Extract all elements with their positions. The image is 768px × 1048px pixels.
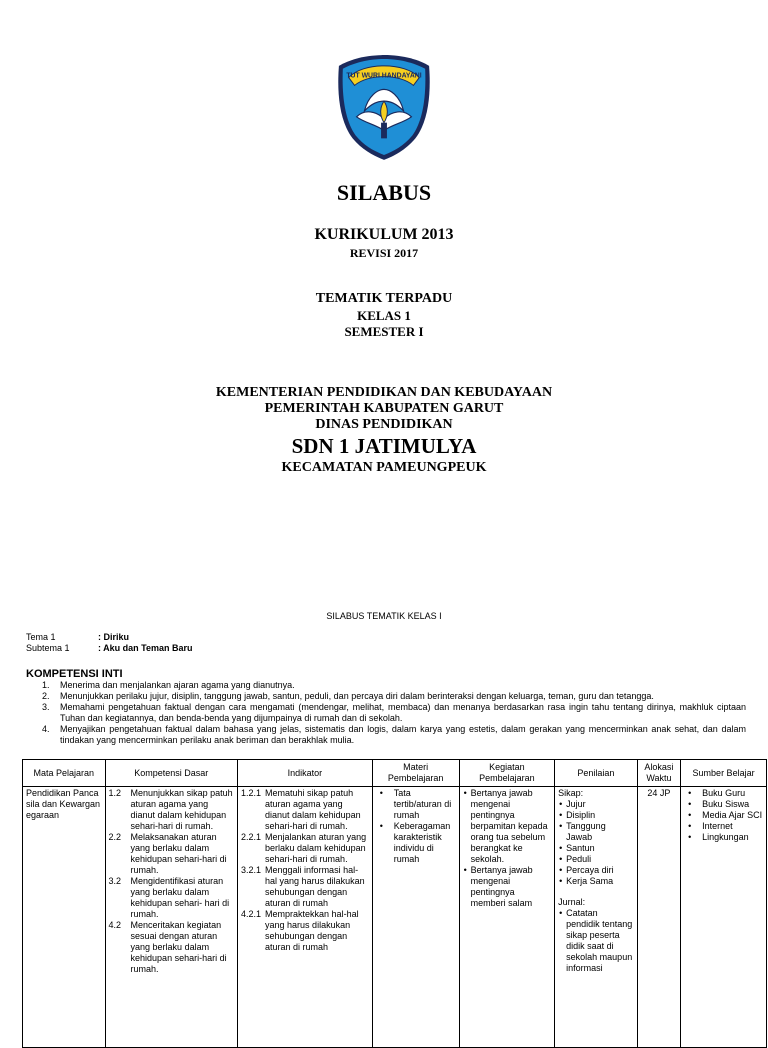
silabus-title: SILABUS TEMATIK KELAS I <box>326 611 442 621</box>
indikator-number: 4.2.1 <box>241 909 262 919</box>
sumber-item: • Internet <box>702 821 763 832</box>
indikator-text: Menjalankan aturan yang berlaku dalam kehidupan sehari-hari di rumah. <box>265 832 367 864</box>
sikap-item: • Disiplin <box>566 810 634 821</box>
kd-text: Menceritakan kegiatan sesuai dengan aturan yang berlaku dalam kehidupan sehari-hari di rumah. <box>130 920 227 974</box>
table-header-row <box>23 760 767 787</box>
ki-item <box>26 724 746 746</box>
cell-materi <box>372 787 459 1048</box>
cover-school-name: SDN 1 JATIMULYA <box>291 434 477 458</box>
kompetensi-inti-title: KOMPETENSI INTI <box>26 668 123 680</box>
sikap-item: • Santun <box>566 843 634 854</box>
indikator-item <box>241 909 369 953</box>
cell-mapel: Pendidikan Pancasila dan Kewarganegaraan <box>23 787 106 1048</box>
kd-number: 3.2 <box>108 876 122 886</box>
kd-number: 2.2 <box>108 832 122 842</box>
ki-number: 4. <box>42 724 50 734</box>
cover-title: SILABUS <box>336 180 432 205</box>
header-kompetensi-dasar: Kompetensi Dasar <box>105 760 238 787</box>
kegiatan-item: • Bertanya jawab mengenai pentingnya berpamitan kepada orang tua sebelum berangkat ke sekolah. <box>471 788 552 865</box>
header-penilaian: Penilaian <box>555 760 638 787</box>
ki-text: Menyajikan pengetahuan faktual dalam bahasa yang jelas, sistematis dan logis, dalam karya yang estetis, dalam gerakan yang mencerminkan anak sehat, dan dalam tindakan yang mencerminkan perilaku anak beriman dan berakhlak mulia. <box>60 724 746 745</box>
kd-item <box>109 876 235 920</box>
sumber-item: • Buku Siswa <box>702 799 763 810</box>
kd-number: 1.2 <box>108 788 122 798</box>
tema-row <box>26 632 129 642</box>
subtema-label: Subtema 1 <box>26 643 70 653</box>
ki-item <box>26 680 746 691</box>
header-sumber: Sumber Belajar <box>681 760 767 787</box>
kd-item <box>109 832 235 876</box>
silabus-table <box>22 759 767 1048</box>
kegiatan-item: • Bertanya jawab mengenai pentingnya memberi salam <box>471 865 552 909</box>
sikap-item: • Kerja Sama <box>566 876 634 887</box>
sikap-item: • Tanggung Jawab <box>566 821 634 843</box>
svg-text:TUT WURI HANDAYANI: TUT WURI HANDAYANI <box>346 72 422 80</box>
kd-item <box>109 788 235 832</box>
cell-indikator <box>238 787 373 1048</box>
indikator-item <box>241 865 369 909</box>
indikator-text: Mematuhi sikap patuh aturan agama yang dianut dalam kehidupan sehari-hari di rumah. <box>265 788 361 831</box>
cell-penilaian <box>555 787 638 1048</box>
subtema-value: : Aku dan Teman Baru <box>98 643 193 653</box>
ki-text: Memahami pengetahuan faktual dengan cara mengamati (mendengar, melihat, membaca) dan menanya berdasarkan rasa ingin tahu tentang dirinya, makhluk ciptaan Tuhan dan kegiatannya, dan benda-benda yang dijumpainya di rumah dan di sekolah. <box>60 702 746 723</box>
cover-semester: SEMESTER I <box>344 324 424 339</box>
subtema-row <box>26 643 193 653</box>
sikap-item: • Percaya diri <box>566 865 634 876</box>
tema-value: : Diriku <box>98 632 130 642</box>
header-mata-pelajaran: Mata Pelajaran <box>23 760 106 787</box>
cover-revisi: REVISI 2017 <box>349 246 419 260</box>
kd-text: Mengidentifikasi aturan yang berlaku dalam kehidupan sehari- hari di rumah. <box>130 876 230 919</box>
ki-item <box>26 691 746 702</box>
ki-number: 3. <box>42 702 50 712</box>
cover-kelas: KELAS 1 <box>357 308 411 323</box>
cover-dinas: DINAS PENDIDIKAN <box>315 417 453 432</box>
indikator-number: 3.2.1 <box>241 865 262 875</box>
sumber-item: • Buku Guru <box>702 788 763 799</box>
header-alokasi: Alokasi Waktu <box>637 760 680 787</box>
indikator-text: Menggali informasi hal-hal yang harus dilakukan sehubungan dengan aturan di rumah <box>265 865 365 908</box>
kd-text: Melaksanakan aturan yang berlaku dalam kehidupan sehari-hari di rumah. <box>130 832 227 875</box>
kompetensi-inti-list <box>26 680 746 746</box>
materi-item: • Keberagaman karakteristik individu di rumah <box>394 821 456 865</box>
cover-tematik: TEMATIK TERPADU <box>315 291 453 306</box>
kd-text: Menunjukkan sikap patuh aturan agama yang dianut dalam kehidupan sehari-hari di rumah. <box>130 788 233 831</box>
jurnal-item: • Catatan pendidik tentang sikap peserta didik saat di sekolah maupun informasi <box>566 908 634 974</box>
header-materi: Materi Pembelajaran <box>372 760 459 787</box>
penilaian-jurnal-label: Jurnal: <box>558 897 586 907</box>
ki-item <box>26 702 746 724</box>
header-kegiatan: Kegiatan Pembelajaran <box>459 760 555 787</box>
sikap-item: • Peduli <box>566 854 634 865</box>
cell-kegiatan <box>459 787 555 1048</box>
cover-kecamatan: KECAMATAN PAMEUNGPEUK <box>281 460 487 475</box>
indikator-number: 2.2.1 <box>241 832 262 842</box>
cell-alokasi: 24 JP <box>637 787 680 1048</box>
indikator-item <box>241 832 369 865</box>
kd-number: 4.2 <box>108 920 122 930</box>
table-row <box>23 787 767 1048</box>
ki-number: 1. <box>42 680 50 690</box>
cover-pemerintah: PEMERINTAH KABUPATEN GARUT <box>264 401 504 416</box>
kd-item <box>109 920 235 975</box>
sikap-item: • Jujur <box>566 799 634 810</box>
cell-sumber <box>681 787 767 1048</box>
tut-wuri-handayani-logo <box>335 52 433 162</box>
ki-number: 2. <box>42 691 50 701</box>
cover-kementerian: KEMENTERIAN PENDIDIKAN DAN KEBUDAYAAN <box>215 385 553 400</box>
materi-item: • Tata tertib/aturan di rumah <box>394 788 456 821</box>
sumber-item: • Lingkungan <box>702 832 763 843</box>
ki-text: Menerima dan menjalankan ajaran agama yang dianutnya. <box>60 680 295 690</box>
indikator-text: Mempraktekkan hal-hal yang harus dilakukan sehubungan dengan aturan di rumah <box>265 909 359 952</box>
header-indikator: Indikator <box>238 760 373 787</box>
ki-text: Menunjukkan perilaku jujur, disiplin, tanggung jawab, santun, peduli, dan percaya diri dalam berinteraksi dengan keluarga, teman, guru dan tetangga. <box>60 691 654 701</box>
cover-kurikulum: KURIKULUM 2013 <box>314 226 454 243</box>
penilaian-sikap-label: Sikap: <box>558 788 584 798</box>
tema-label: Tema 1 <box>26 632 56 642</box>
indikator-number: 1.2.1 <box>241 788 262 798</box>
cell-kompetensi-dasar <box>105 787 238 1048</box>
sumber-item: • Media Ajar SCI <box>702 810 763 821</box>
indikator-item <box>241 788 369 832</box>
